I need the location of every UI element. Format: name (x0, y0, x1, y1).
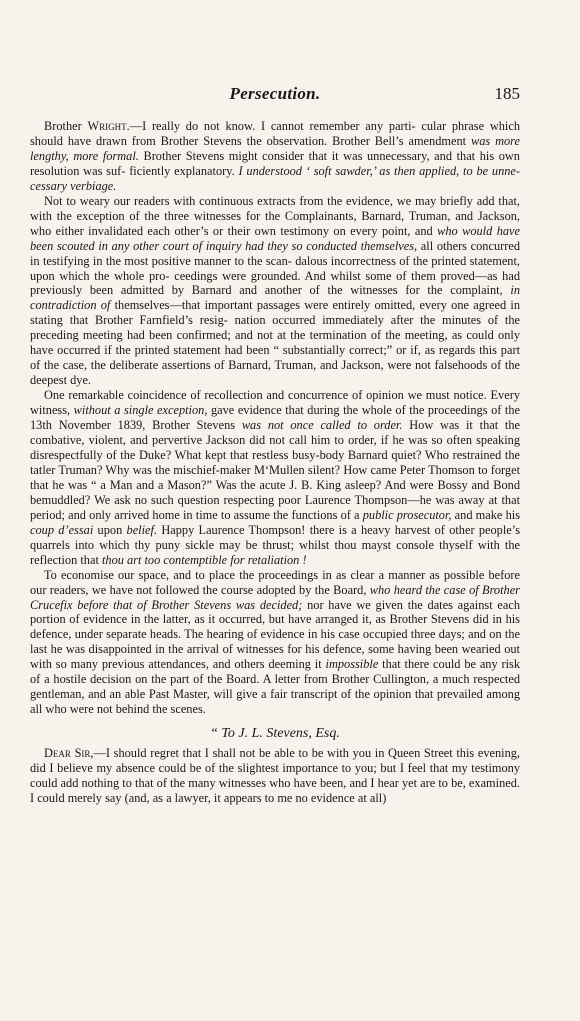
letter-salutation: Dear Sir, (44, 746, 94, 761)
italic-run: public prosecutor, (362, 507, 452, 522)
text-run: One remarkable coincidence of recollection and concurrence of opinion we must notice. Every witness, (30, 388, 520, 418)
italic-run: coup d’essai (30, 522, 94, 537)
paragraph (30, 119, 520, 194)
page-body (30, 119, 520, 806)
text-run: nor have we given the dates against each portion of evidence in the latter, as it occurred, but have arranged it, as Brother Stevens did in his defence, under separate heads. The hearing of evidence in his case occupied three days; and on the last he was disappointed in the arrival of witnesses for his defence, some having been wearied out with so many previous attendances, and others deeming it (30, 597, 520, 672)
paragraph (30, 194, 520, 388)
paragraph (30, 568, 520, 718)
text-run: Not to weary our readers with continuous extracts from the evidence, we may briefly add that, with the exception of the three witnesses for the Complainants, Barnard, Truman, and Jackson, who either invalidated each other’s or their own testimony on every point, and (30, 193, 520, 238)
italic-run: thou art too contemptible for retaliation ! (101, 552, 307, 567)
text-run: Brother (44, 119, 88, 133)
text-run: —I really do not know. I cannot remember any parti- cular phrase which should have drawn from Brother Stevens the observation. Brother Bell’s amendment (30, 119, 520, 148)
text-run: themselves—that important passages were entirely omitted, every one agreed in stating that Brother Farnfield’s resig- nation occurred immediately after the minutes of the preceding meeting had been confirmed; and not at the termination of the meeting, as could only have occurred if the printed statement had been “ substantially correct;” or if, as regards this part of the case, the deliberate assertions of Barnard, Truman, and Jackson, were not falsehoods of the deepest dye. (30, 298, 520, 388)
letter-heading: “ To J. L. Stevens, Esq. (210, 726, 340, 742)
text-run: gave evidence that during the whole of the proceedings of the 13th November 1839, Brother Stevens (30, 403, 520, 433)
running-title: Persecution. (229, 84, 321, 103)
italic-run: without a single exception, (73, 403, 208, 418)
italic-run: was not once called to order. (241, 418, 403, 433)
italic-run: was more lengthy, more formal. (30, 133, 520, 163)
italic-run: impossible (325, 657, 379, 672)
text-run: all others concurred in testifying in the most positive manner to the scan- dalous incorrectness of the printed statement, upon which the whole pro- ceedings were grounded. And whilst some of them proved—as had previously been admitted by Barnard and another of the witnesses for the complaint, (30, 238, 520, 298)
paragraph (30, 388, 520, 567)
letter-paragraph (30, 746, 520, 806)
text-run: To economise our space, and to place the proceedings in as clear a manner as possible before our readers, we have not followed the course adopted by the Board, (30, 567, 520, 597)
page-number: 185 (494, 84, 520, 103)
text-run: Happy Laurence Thompson! there is a heavy harvest of other people’s quarrels into which thy puny sickle may be thrust; whilst thou mayst console thyself with the reflection that (30, 522, 520, 567)
page-header (30, 84, 520, 106)
italic-run: who would have been scouted in any other court of inquiry had they so conducted themselves, (30, 223, 520, 253)
text-run: and make his (451, 507, 520, 522)
italic-run: who heard the case of Brother Crucefix before that of Brother Stevens was decided; (30, 582, 520, 612)
text-run: upon (93, 522, 127, 537)
italic-run: belief. (126, 522, 158, 537)
italic-run: I understood ‘ soft sawder,’ as then applied, to be unne- cessary verbiage. (30, 163, 521, 193)
letter-body: —I should regret that I shall not be able to be with you in Queen Street this evening, did I believe my absence could be of the slightest importance to you; but I feel that my testimony could add nothing to that of the many witnesses who have been, and I hear yet are to be, examined. I could merely say (and, as a lawyer, it appears to me no evidence at all) (30, 746, 521, 805)
text-run: Wright. (87, 119, 130, 133)
text-run: that there could be any risk of a hostile decision on the part of the Board. A letter from Brother Cullington, a much respected gentleman, and an able Past Master, will give a fair transcript of the opinion that prevailed among all who were not behind the scenes. (30, 657, 521, 717)
italic-run: in contradiction of (30, 283, 520, 313)
text-run: Brother Stevens might consider that it was unnecessary, and that his own resolution was suf- ficiently explanatory. (30, 148, 520, 178)
text-run: How was it that the combative, violent, and pervertive Jackson did not call him to order, if he was so often speaking disrespectfully of the Duke? What kept that restless busy-body Barnard quiet? Who restrained the tatler Truman? Why was the mischief-maker M‘Mullen silent? How came Peter Thomson to forget that he was “ a Man and a Mason?” Was the acute J. B. King asleep? And were Bossy and Bond bemuddled? We ask no such question respecting poor Laurence Thompson—he was away at that period; and only arrived home in time to assume the functions of a (30, 418, 521, 522)
